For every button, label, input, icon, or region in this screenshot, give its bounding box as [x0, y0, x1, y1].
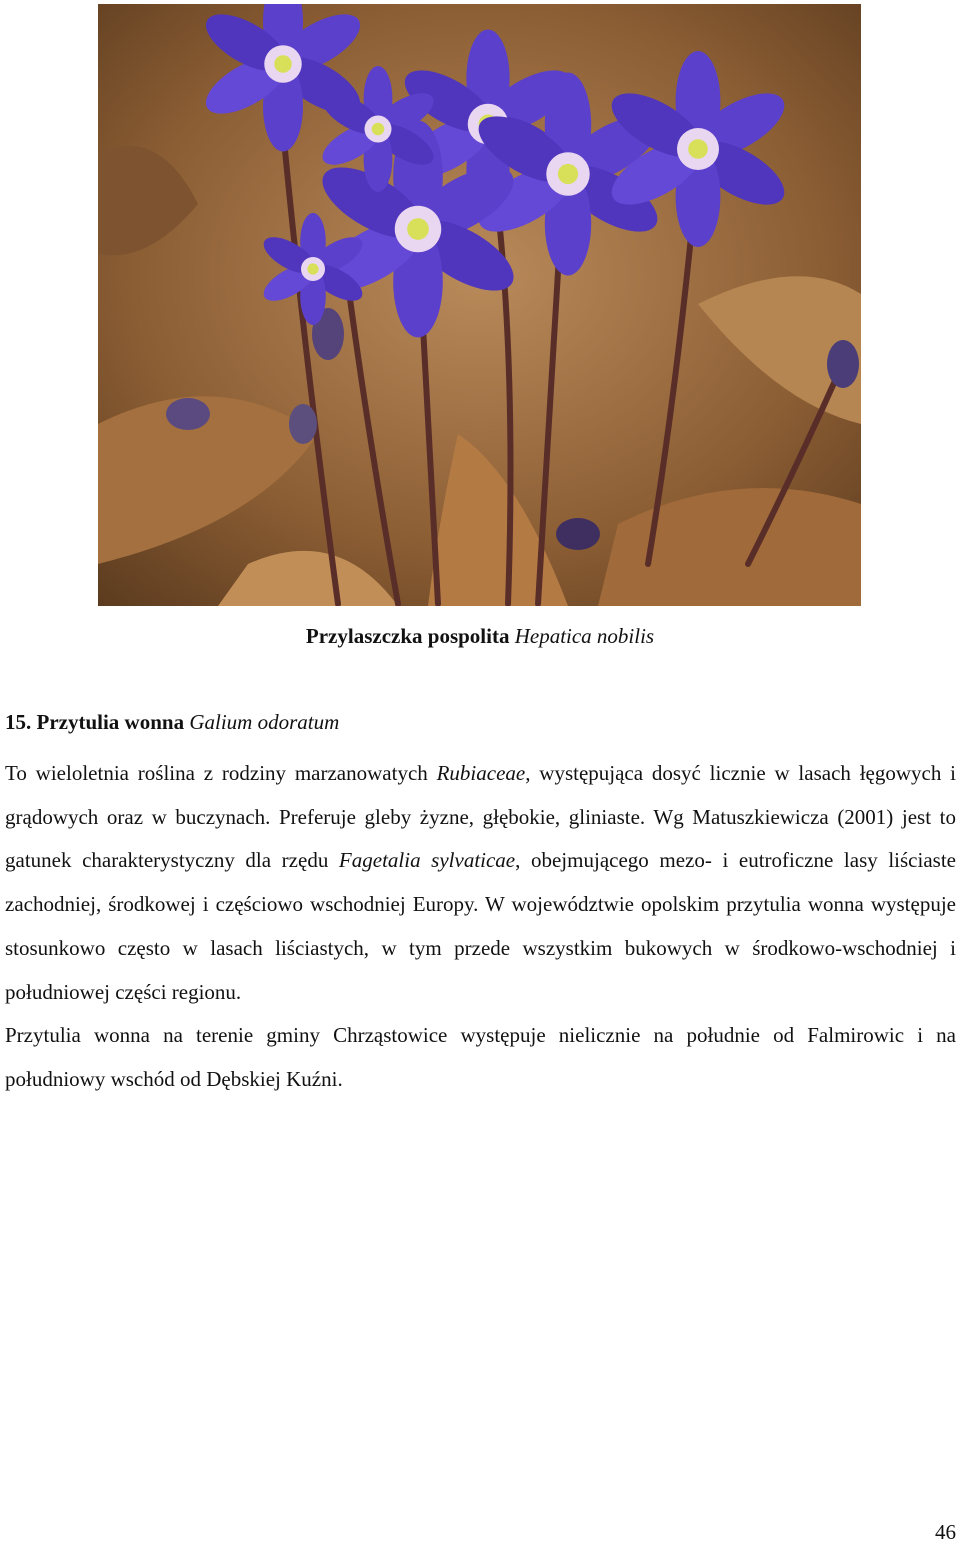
- paragraph-1-latin-family: Rubiaceae: [436, 761, 526, 785]
- hepatica-photo: [98, 4, 861, 606]
- caption-common-name: Przylaszczka pospolita: [305, 624, 510, 648]
- photo-caption: [0, 622, 960, 650]
- section-number-title: 15. Przytulia wonna: [5, 710, 185, 734]
- paragraph-1-part-2: , występująca dosyć licznie w lasach łęgowych i grądowych oraz w buczynach. Preferuje gleby żyzne, głębokie, gliniaste. Wg Matuszkiewicza (2001) jest to gatunek charakterystyczny dla rzędu: [5, 761, 956, 873]
- paragraph-1-part-3: , obejmującego mezo- i eutroficzne lasy liściaste zachodniej, środkowej i częściowo wschodniej Europy. W województwie opolskim przytulia wonna występuje stosunkowo często w lasach liściastych, w tym przede wszystkim bukowych w środkowo-wschodniej i południowej części regionu.: [5, 848, 956, 1004]
- section-latin-name: Galium odoratum: [189, 710, 340, 734]
- page-number: 46: [935, 1520, 956, 1544]
- caption-latin-name: Hepatica nobilis: [514, 624, 655, 648]
- paragraph-1: [5, 752, 956, 1014]
- section-heading: [5, 708, 339, 736]
- body-text: [5, 752, 956, 1102]
- paragraph-2: Przytulia wonna na terenie gminy Chrząstowice występuje nielicznie na południe od Falmirowic i na południowy wschód od Dębskiej Kuźni.: [5, 1023, 956, 1091]
- paragraph-1-part-1: To wieloletnia roślina z rodziny marzanowatych: [5, 761, 437, 785]
- paragraph-1-latin-order: Fagetalia sylvaticae: [338, 848, 516, 873]
